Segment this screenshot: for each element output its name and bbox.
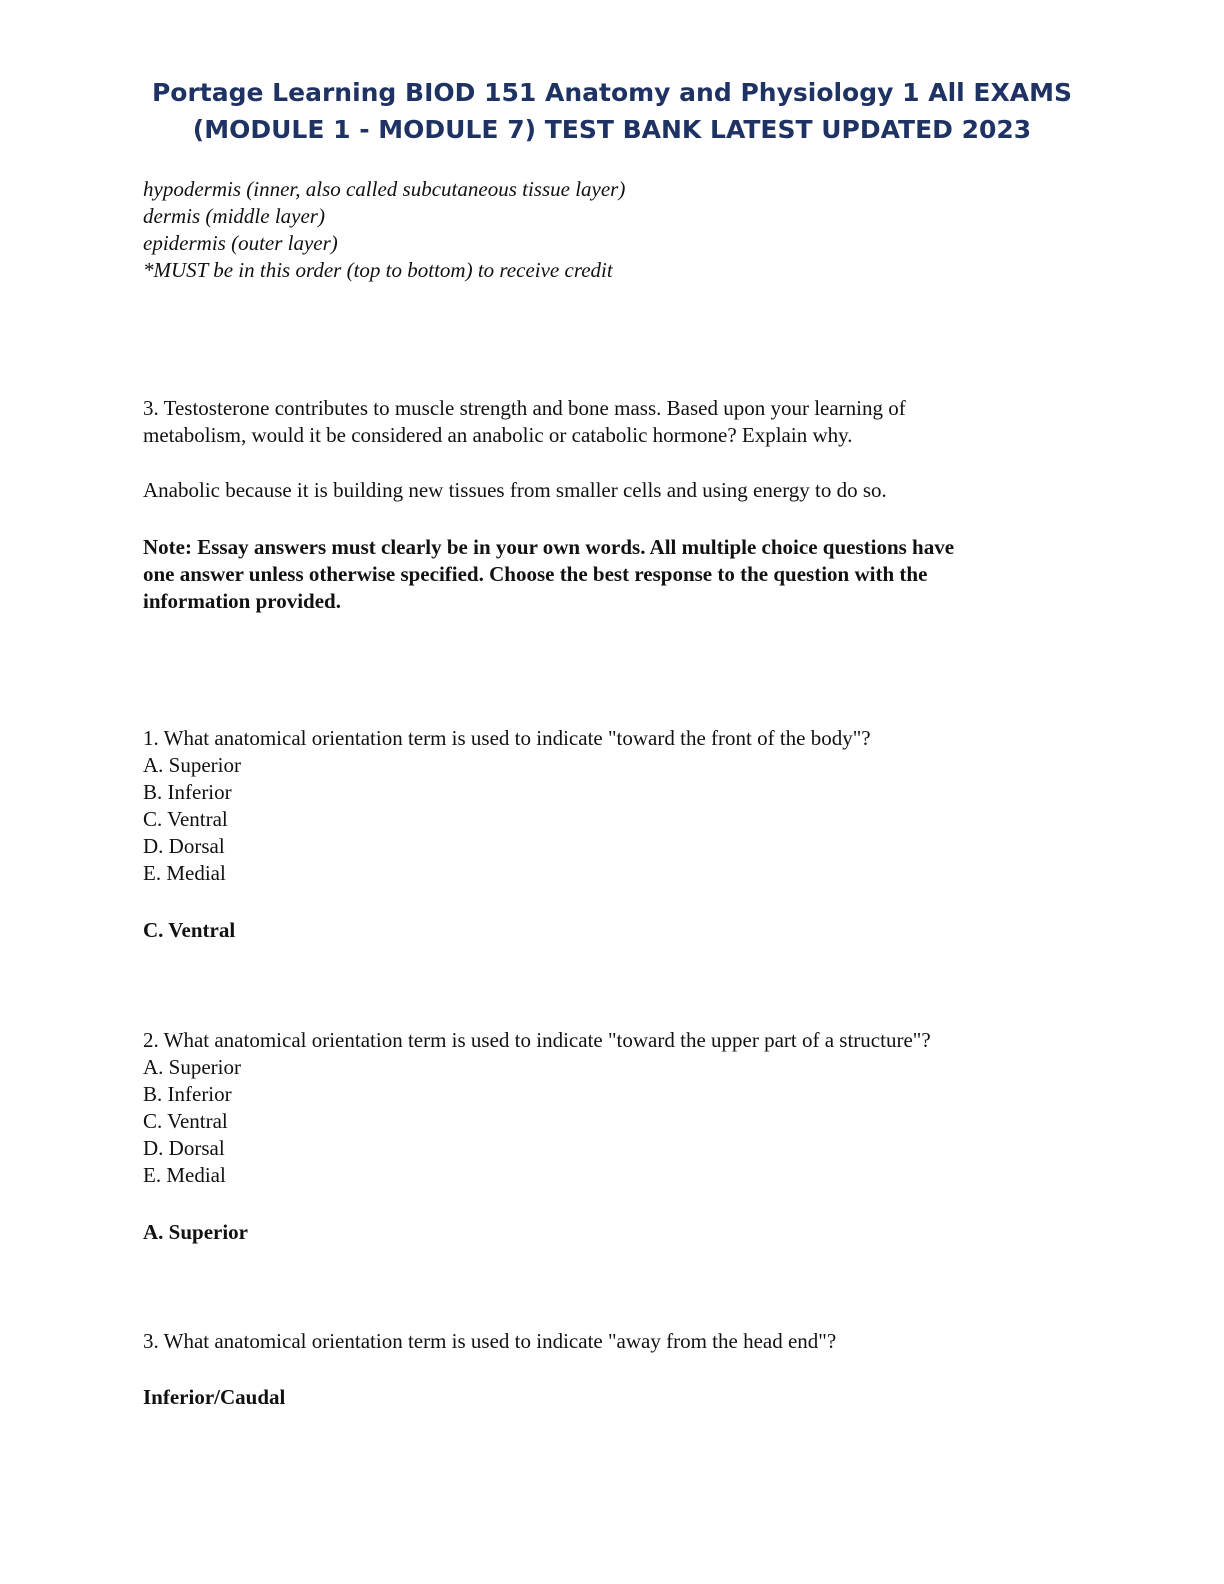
- answer-option: C. Ventral: [143, 1109, 228, 1133]
- answer-option: B. Inferior: [143, 780, 232, 804]
- note-line-1: Note: Essay answers must clearly be in your own words. All multiple choice questions have: [143, 535, 955, 559]
- essay-answer: [143, 477, 1083, 504]
- essay-question-line-2: metabolism, would it be considered an anabolic or catabolic hormone? Explain why.: [143, 423, 853, 447]
- answer-option: D. Dorsal: [143, 1136, 225, 1160]
- correct-answer: Inferior/Caudal: [143, 1385, 286, 1409]
- question-3-answer: [143, 1384, 1083, 1411]
- skin-layers-answer: [143, 176, 1083, 284]
- answer-option: B. Inferior: [143, 1082, 232, 1106]
- essay-question: [143, 395, 1083, 449]
- document-title: [0, 74, 1224, 148]
- question-3: [143, 1328, 1083, 1355]
- note-line-2: one answer unless otherwise specified. Choose the best response to the question with the: [143, 562, 928, 586]
- question-2: [143, 1027, 1083, 1189]
- answer-option: A. Superior: [143, 753, 241, 777]
- question-2-answer: [143, 1219, 1083, 1246]
- title-line-1: Portage Learning BIOD 151 Anatomy and Physiology 1 All EXAMS: [151, 78, 1073, 107]
- question-prompt: 2. What anatomical orientation term is used to indicate "toward the upper part of a structure"?: [143, 1028, 931, 1052]
- correct-answer: C. Ventral: [143, 918, 236, 942]
- essay-answer-text: Anabolic because it is building new tissues from smaller cells and using energy to do so.: [143, 478, 887, 502]
- skin-layer-line: epidermis (outer layer): [143, 231, 338, 255]
- question-prompt: 1. What anatomical orientation term is used to indicate "toward the front of the body"?: [143, 726, 871, 750]
- skin-layer-line: *MUST be in this order (top to bottom) to receive credit: [143, 258, 613, 282]
- answer-option: E. Medial: [143, 1163, 226, 1187]
- answer-option: C. Ventral: [143, 807, 228, 831]
- skin-layer-line: dermis (middle layer): [143, 204, 325, 228]
- note-line-3: information provided.: [143, 589, 341, 613]
- title-line-2: (MODULE 1 - MODULE 7) TEST BANK LATEST UPDATED 2023: [192, 115, 1032, 144]
- question-1-answer: [143, 917, 1083, 944]
- essay-question-line-1: 3. Testosterone contributes to muscle strength and bone mass. Based upon your learning of: [143, 396, 906, 420]
- correct-answer: A. Superior: [143, 1220, 248, 1244]
- question-prompt: 3. What anatomical orientation term is used to indicate "away from the head end"?: [143, 1329, 837, 1353]
- question-1: [143, 725, 1083, 887]
- skin-layer-line: hypodermis (inner, also called subcutaneous tissue layer): [143, 177, 626, 201]
- answer-option: A. Superior: [143, 1055, 241, 1079]
- instructions-note: [143, 534, 1083, 615]
- answer-option: D. Dorsal: [143, 834, 225, 858]
- answer-option: E. Medial: [143, 861, 226, 885]
